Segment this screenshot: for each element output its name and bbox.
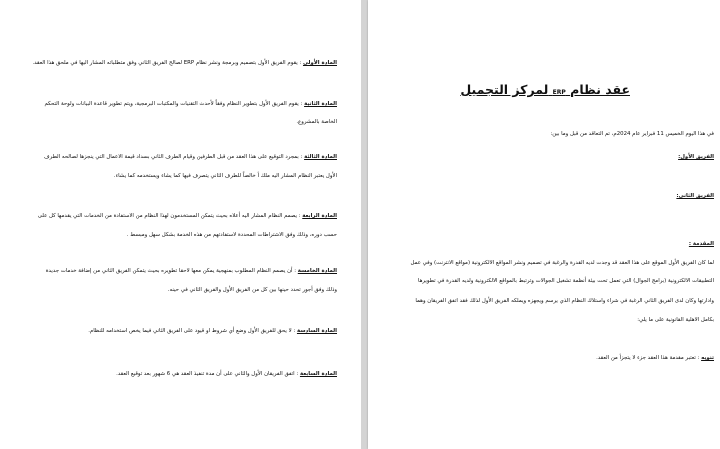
article-4 <box>38 213 337 220</box>
article-2-text: : يقوم الفريق الأول بتطوير النظام وفقاً لأحدث التقنيات والمكتبات البرمجية، ويتم تطوير قاعدة البيانات ولوحة التحكم <box>44 101 303 107</box>
preamble-line-2: التطبيقات الالكترونية (برامج الجوال) التي تعمل تحت بيئة أنظمة تشغيل الجوالات وترتبط بالمواقع الالكترونية ولديه القدرة في تطويرها <box>417 278 714 284</box>
article-1 <box>32 60 337 67</box>
article-7-text: : اتفق الفريقان الأول والثاني على أن مدة تنفيذ العقد هي 6 شهور بعد توقيع العقد. <box>116 371 299 377</box>
preamble-label: المقدمة : <box>688 241 714 247</box>
article-3-text: : بمجرد التوقيع على هذا العقد من قبل الطرفين وقيام الطرف الثاني بسداد قيمة الاعمال التي ينجزها لصالحه الطرف <box>44 154 303 160</box>
article-4-line-2: حسب دوره، وذلك وفق الاشتراطات المحددة لاستفادتهم من هذه الخدمة بشكل سهل ومبسط . <box>126 232 337 238</box>
article-5-line-2: وذلك وفق أجور تحدد حينها بين كل من الفريق الأول والفريق الثاني في حينه. <box>167 287 337 293</box>
note <box>596 355 714 362</box>
article-5-label: المادة الخامسة <box>297 268 337 274</box>
article-1-text: : يقوم الفريق الأول بتصميم وبرمجة ونشر نظام ERP لصالح الفريق الثاني وفق متطلباته المشار اليها في ملحق هذا العقد. <box>32 60 302 66</box>
article-5-text: : أن يصمم النظام المطلوب بمنهجية يمكن معها لاحقا تطويره بحيث يتمكن الفريق الثاني من إضافة خدمات جديدة <box>45 268 297 274</box>
article-3 <box>44 154 337 161</box>
contract-title <box>460 82 630 97</box>
article-4-label: المادة الرابعة <box>302 213 337 219</box>
party-2-label: الفريق الثاني: <box>676 193 714 199</box>
title-rest: لمركز التجميل <box>460 82 549 97</box>
preamble-line-3: وادارتها وكان لدى الفريق الثاني الرغبة في شراء واستلاك النظام الذي يرسم ويجهزه ويملكه الفريق الأول لذلك فقد اتفق الفريقان وهما <box>415 298 714 304</box>
title-main: عقد نظام <box>570 82 630 97</box>
article-3-label: المادة الثالثة <box>304 154 337 160</box>
preamble-line-4: بكامل الاهلية القانونية على ما يلي: <box>637 317 714 323</box>
note-label: تنويه <box>701 355 714 361</box>
title-erp: ERP <box>552 89 566 96</box>
note-text: : تعتبر مقدمة هذا العقد جزء لا يتجزأ من العقد. <box>596 355 700 361</box>
article-6-label: المادة السادسة <box>296 328 337 334</box>
page-gap <box>361 0 368 449</box>
article-1-label: المادة الأولى <box>302 60 337 66</box>
article-2-label: المادة الثانية <box>304 101 337 107</box>
article-3-line-2: الأول يعتبر النظام المشار اليه ملك أ خالصاً للطرف الثاني يتصرف فيها كما يشاء ويستخدمه كما يشاء. <box>113 173 337 179</box>
article-6 <box>88 328 337 335</box>
preamble-line-1: لما كان الفريق الأول الموقع على هذا العقد قد وجدت لديه القدرة والرغبة في تصميم ونشر المواقع الالكترونية (مواقع الانترنت) وفي عمل <box>410 260 714 266</box>
article-2-line-2: الخاصة بالمشروع. <box>296 119 337 125</box>
party-1-label: الفريق الأول: <box>678 154 714 160</box>
article-6-text: : لا يحق للفريق الأول وضع أي شروط او قيود على الفريق الثاني فيما يخص استخدامه للنظام. <box>88 328 296 334</box>
article-4-text: : يصمم النظام المشار اليه أعلاه بحيث يتمكن المستخدمون لهذا النظام من الاستفادة من الخدمات التي يقدمها كل على <box>37 213 301 219</box>
contract-page-1 <box>368 0 720 449</box>
article-5 <box>46 268 337 275</box>
contract-intro: في هذا اليوم الخميس 11 فبراير عام 2024م، تم التعاقد من قبل وما بين: <box>550 131 714 137</box>
article-7 <box>116 371 337 378</box>
article-7-label: المادة السابعة <box>299 371 337 377</box>
article-2 <box>44 101 337 108</box>
